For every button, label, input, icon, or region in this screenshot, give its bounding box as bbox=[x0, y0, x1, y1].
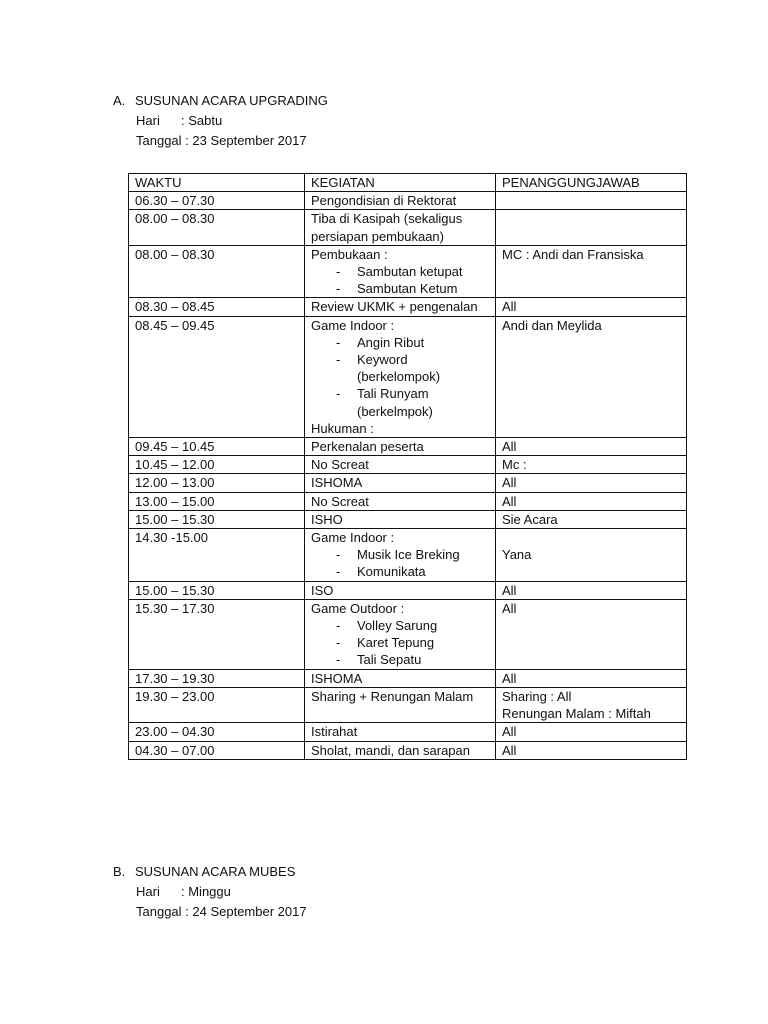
waktu-cell: 17.30 – 19.30 bbox=[129, 669, 305, 687]
kegiatan-cell bbox=[305, 245, 496, 298]
table-row bbox=[129, 316, 687, 437]
kegiatan-line: persiapan pembukaan) bbox=[311, 228, 444, 244]
section-letter: B. bbox=[113, 864, 126, 879]
penanggungjawab-cell bbox=[496, 316, 687, 437]
table-row bbox=[129, 210, 687, 245]
kegiatan-cell bbox=[305, 456, 496, 474]
waktu-cell: 08.45 – 09.45 bbox=[129, 316, 305, 437]
bullet-text: Keyword bbox=[357, 352, 408, 368]
kegiatan-line: Tiba di Kasipah (sekaligus bbox=[311, 211, 463, 227]
kegiatan-line: Pembukaan : bbox=[311, 246, 388, 262]
section-heading bbox=[113, 91, 328, 111]
schedule-table bbox=[128, 173, 687, 760]
kegiatan-line: Sharing + Renungan Malam bbox=[311, 688, 474, 704]
penanggungjawab-line: All bbox=[502, 299, 517, 315]
hari-label: Hari bbox=[136, 113, 160, 128]
penanggungjawab-line: Sharing : All bbox=[502, 688, 572, 704]
penanggungjawab-line: All bbox=[502, 724, 517, 740]
penanggungjawab-line: Mc : bbox=[502, 457, 527, 473]
penanggungjawab-cell bbox=[496, 669, 687, 687]
penanggungjawab-line: All bbox=[502, 475, 517, 491]
bullet-dash: - bbox=[336, 652, 341, 668]
penanggungjawab-cell bbox=[496, 474, 687, 492]
bullet-dash: - bbox=[336, 547, 341, 563]
table-row bbox=[129, 529, 687, 582]
kegiatan-line: No Screat bbox=[311, 493, 369, 509]
table-row bbox=[129, 669, 687, 687]
penanggungjawab-line: All bbox=[502, 439, 517, 455]
kegiatan-cell bbox=[305, 492, 496, 510]
section-letter: A. bbox=[113, 93, 126, 108]
bullet-text: Tali Sepatu bbox=[357, 652, 422, 668]
kegiatan-cell bbox=[305, 298, 496, 316]
kegiatan-line: Pengondisian di Rektorat bbox=[311, 193, 457, 209]
kegiatan-line: Hukuman : bbox=[311, 420, 374, 436]
table-row bbox=[129, 687, 687, 722]
table-row bbox=[129, 492, 687, 510]
bullet-text: Musik Ice Breking bbox=[357, 547, 460, 563]
bullet-line bbox=[311, 634, 489, 651]
kegiatan-cell bbox=[305, 529, 496, 582]
bullet-item bbox=[311, 351, 489, 385]
waktu-cell: 08.00 – 08.30 bbox=[129, 245, 305, 298]
kegiatan-cell bbox=[305, 192, 496, 210]
table-row bbox=[129, 581, 687, 599]
section-a bbox=[113, 91, 328, 151]
kegiatan-line: Istirahat bbox=[311, 724, 358, 740]
kegiatan-cell bbox=[305, 474, 496, 492]
bullet-item bbox=[311, 634, 489, 651]
waktu-cell: 14.30 -15.00 bbox=[129, 529, 305, 582]
hari-label: Hari bbox=[136, 884, 160, 899]
waktu-cell: 08.30 – 08.45 bbox=[129, 298, 305, 316]
kegiatan-line: ISHO bbox=[311, 511, 343, 527]
bullet-text: Karet Tepung bbox=[357, 635, 435, 651]
tanggal-line: Tanggal : 23 September 2017 bbox=[136, 133, 307, 148]
kegiatan-cell bbox=[305, 210, 496, 245]
waktu-cell: 06.30 – 07.30 bbox=[129, 192, 305, 210]
penanggungjawab-cell bbox=[496, 599, 687, 669]
kegiatan-cell bbox=[305, 510, 496, 528]
table-row bbox=[129, 474, 687, 492]
bullet-text: Angin Ribut bbox=[357, 334, 425, 350]
bullet-dash: - bbox=[336, 352, 341, 368]
penanggungjawab-line: Renungan Malam : Miftah bbox=[502, 706, 651, 722]
kegiatan-cell bbox=[305, 581, 496, 599]
penanggungjawab-cell bbox=[496, 510, 687, 528]
bullet-text: (berkelompok) bbox=[357, 369, 441, 385]
bullet-text: Sambutan Ketum bbox=[357, 281, 458, 297]
waktu-cell: 23.00 – 04.30 bbox=[129, 723, 305, 741]
bullet-item bbox=[311, 617, 489, 634]
penanggungjawab-line: Yana bbox=[502, 547, 532, 563]
waktu-cell: 15.00 – 15.30 bbox=[129, 581, 305, 599]
kegiatan-line: Sholat, mandi, dan sarapan bbox=[311, 742, 470, 758]
tanggal-line: Tanggal : 24 September 2017 bbox=[136, 904, 307, 919]
penanggungjawab-cell bbox=[496, 245, 687, 298]
bullet-line bbox=[311, 651, 489, 668]
waktu-cell: 04.30 – 07.00 bbox=[129, 741, 305, 759]
kegiatan-line: ISHOMA bbox=[311, 475, 363, 491]
kegiatan-cell bbox=[305, 438, 496, 456]
table-row bbox=[129, 723, 687, 741]
waktu-cell: 10.45 – 12.00 bbox=[129, 456, 305, 474]
penanggungjawab-cell bbox=[496, 298, 687, 316]
bullet-dash: - bbox=[336, 635, 341, 651]
kegiatan-line: Game Indoor : bbox=[311, 530, 395, 546]
section-title: SUSUNAN ACARA UPGRADING bbox=[135, 93, 328, 108]
penanggungjawab-cell bbox=[496, 492, 687, 510]
kegiatan-line: Game Indoor : bbox=[311, 317, 395, 333]
bullet-text: Sambutan ketupat bbox=[357, 264, 463, 280]
bullet-dash: - bbox=[336, 386, 341, 402]
header-kegiatan: KEGIATAN bbox=[305, 174, 496, 192]
kegiatan-line: ISO bbox=[311, 582, 334, 598]
bullet-line bbox=[311, 546, 489, 563]
penanggungjawab-cell bbox=[496, 687, 687, 722]
bullet-text: Komunikata bbox=[357, 564, 426, 580]
waktu-cell: 19.30 – 23.00 bbox=[129, 687, 305, 722]
penanggungjawab-cell bbox=[496, 529, 687, 582]
bullet-line bbox=[311, 385, 489, 402]
section-b bbox=[113, 862, 307, 922]
bullet-dash: - bbox=[336, 264, 341, 280]
bullet-item bbox=[311, 651, 489, 668]
kegiatan-cell bbox=[305, 669, 496, 687]
waktu-cell: 13.00 – 15.00 bbox=[129, 492, 305, 510]
waktu-cell: 12.00 – 13.00 bbox=[129, 474, 305, 492]
header-waktu: WAKTU bbox=[129, 174, 305, 192]
penanggungjawab-cell bbox=[496, 581, 687, 599]
kegiatan-line: Perkenalan peserta bbox=[311, 439, 424, 455]
bullet-item bbox=[311, 263, 489, 280]
header-penanggungjawab: PENANGGUNGJAWAB bbox=[496, 174, 687, 192]
kegiatan-line: Game Outdoor : bbox=[311, 600, 405, 616]
table-row bbox=[129, 245, 687, 298]
bullet-item bbox=[311, 546, 489, 563]
penanggungjawab-line: MC : Andi dan Fransiska bbox=[502, 246, 644, 262]
hari-line bbox=[113, 111, 328, 131]
penanggungjawab-cell bbox=[496, 438, 687, 456]
kegiatan-line: ISHOMA bbox=[311, 670, 363, 686]
bullet-item bbox=[311, 334, 489, 351]
bullet-line bbox=[311, 351, 489, 368]
penanggungjawab-line: All bbox=[502, 493, 517, 509]
kegiatan-cell bbox=[305, 599, 496, 669]
hari-line bbox=[113, 882, 307, 902]
table-row bbox=[129, 438, 687, 456]
hari-value: : Minggu bbox=[181, 884, 231, 899]
bullet-dash: - bbox=[336, 618, 341, 634]
bullet-line bbox=[311, 403, 489, 420]
penanggungjawab-line: All bbox=[502, 670, 517, 686]
table-row bbox=[129, 510, 687, 528]
penanggungjawab-line: All bbox=[502, 600, 517, 616]
penanggungjawab-cell bbox=[496, 192, 687, 210]
penanggungjawab-cell bbox=[496, 741, 687, 759]
penanggungjawab-cell bbox=[496, 210, 687, 245]
bullet-line bbox=[311, 334, 489, 351]
bullet-line bbox=[311, 280, 489, 297]
waktu-cell: 15.00 – 15.30 bbox=[129, 510, 305, 528]
kegiatan-line: No Screat bbox=[311, 457, 369, 473]
penanggungjawab-line: All bbox=[502, 742, 517, 758]
hari-value: : Sabtu bbox=[181, 113, 223, 128]
kegiatan-cell bbox=[305, 316, 496, 437]
bullet-dash: - bbox=[336, 281, 341, 297]
bullet-line bbox=[311, 617, 489, 634]
penanggungjawab-line: Andi dan Meylida bbox=[502, 317, 602, 333]
table-row bbox=[129, 456, 687, 474]
table-row bbox=[129, 599, 687, 669]
penanggungjawab-cell bbox=[496, 456, 687, 474]
bullet-line bbox=[311, 563, 489, 580]
table-row bbox=[129, 741, 687, 759]
bullet-line bbox=[311, 368, 489, 385]
schedule-body bbox=[129, 192, 687, 760]
bullet-line bbox=[311, 263, 489, 280]
table-row bbox=[129, 298, 687, 316]
kegiatan-cell bbox=[305, 723, 496, 741]
waktu-cell: 09.45 – 10.45 bbox=[129, 438, 305, 456]
bullet-item bbox=[311, 280, 489, 297]
bullet-text: Tali Runyam bbox=[357, 386, 429, 402]
kegiatan-cell bbox=[305, 687, 496, 722]
penanggungjawab-line: Sie Acara bbox=[502, 511, 558, 527]
waktu-cell: 08.00 – 08.30 bbox=[129, 210, 305, 245]
kegiatan-cell bbox=[305, 741, 496, 759]
bullet-item bbox=[311, 563, 489, 580]
section-heading bbox=[113, 862, 307, 882]
bullet-dash: - bbox=[336, 564, 341, 580]
waktu-cell: 15.30 – 17.30 bbox=[129, 599, 305, 669]
penanggungjawab-line: All bbox=[502, 582, 517, 598]
table-header-row bbox=[129, 174, 687, 192]
penanggungjawab-cell bbox=[496, 723, 687, 741]
bullet-item bbox=[311, 385, 489, 419]
bullet-text: (berkelmpok) bbox=[357, 403, 433, 419]
kegiatan-line: Review UKMK + pengenalan bbox=[311, 299, 478, 315]
bullet-text: Volley Sarung bbox=[357, 618, 438, 634]
table-row bbox=[129, 192, 687, 210]
section-title: SUSUNAN ACARA MUBES bbox=[135, 864, 296, 879]
bullet-dash: - bbox=[336, 334, 341, 350]
